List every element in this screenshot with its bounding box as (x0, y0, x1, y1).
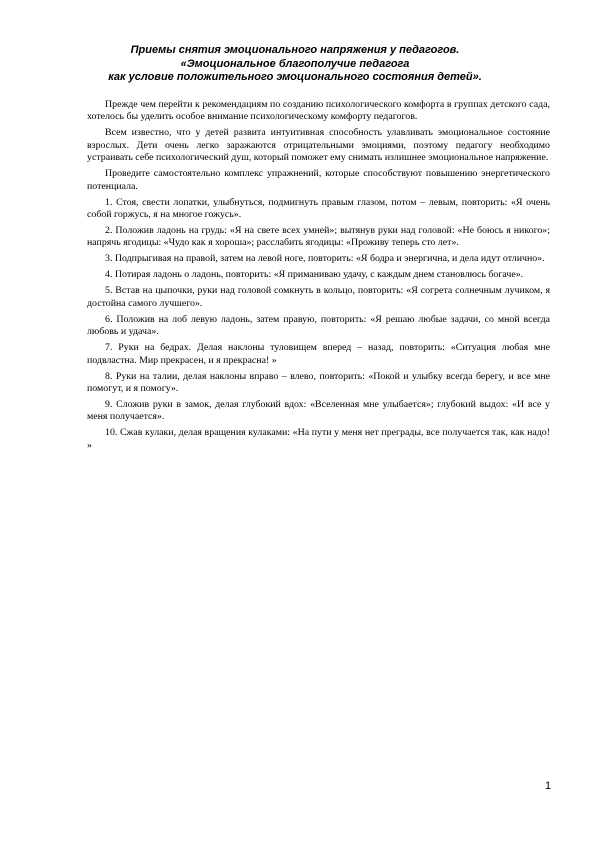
title-line-2: «Эмоциональное благополучие педагога (180, 57, 410, 70)
exercise-item-8: 8. Руки на талии, делая наклоны вправо – влево, повторить: «Покой и улыбку всегда берегу, и все мне помогут, и я помогу». (87, 370, 550, 395)
exercise-item-9: 9. Сложив руки в замок, делая глубокий вдох: «Вселенная мне улыбается»; глубокий выдох: «И все у меня получается». (87, 399, 550, 423)
exercise-item-4: 4. Потирая ладонь о ладонь, повторить: «Я приманиваю удачу, с каждым днем становлюсь богаче». (105, 269, 524, 281)
document-body (87, 99, 550, 456)
exercise-item-2: 2. Положив ладонь на грудь: «Я на свете всех умней»; вытянув руки над головой: «Не боюсь я никого»; напрячь ягодицы: «Чудо как я хороша»; расслабить ягодицы: «Проживу теперь сто лет». (87, 225, 550, 249)
document-title (60, 44, 530, 85)
exercise-item-7: 7. Руки на бедрах. Делая наклоны туловищем вперед – назад, повторить: «Ситуация любая мне подвластна. Мир прекрасен, и я прекрасна! » (87, 342, 550, 366)
exercise-item-6: 6. Положив на лоб левую ладонь, затем правую, повторить: «Я решаю любые задачи, со мной всегда любовь и удача». (87, 313, 550, 338)
paragraph-context: Всем известно, что у детей развита интуитивная способность улавливать эмоциональное состояние взрослых. Дети очень легко заражаются отрицательными эмоциями, поэтому педагогу необходимо устраивать себе психологический душ, который поможет ему снимать излишнее эмоциональное напряжение. (87, 127, 550, 164)
page-number: 1 (545, 780, 552, 792)
title-line-3: как условие положительного эмоционального состояния детей». (108, 71, 482, 83)
exercise-item-3: 3. Подпрыгивая на правой, затем на левой ноге, повторить: «Я бодра и энергична, и дела идут отлично». (105, 253, 545, 265)
title-line-1: Приемы снятия эмоционального напряжения у педагогов. (130, 44, 460, 56)
paragraph-intro: Прежде чем перейти к рекомендациям по созданию психологического комфорта в группах детского сада, хотелось бы уделить особое внимание психологическому комфорту педагогов. (87, 99, 550, 123)
exercise-item-10: 10. Сжав кулаки, делая вращения кулаками: «На пути у меня нет преграды, все получается так, как надо! » (87, 427, 550, 451)
exercise-item-5: 5. Встав на цыпочки, руки над головой сомкнуть в кольцо, повторить: «Я согрета солнечным лучиком, я достойна самого лучшего». (87, 285, 550, 309)
exercise-item-1: 1. Стоя, свести лопатки, улыбнуться, подмигнуть правым глазом, потом – левым, повторить: «Я очень собой горжусь, я на многое гожусь». (87, 196, 550, 221)
paragraph-instruction: Проведите самостоятельно комплекс упражнений, которые способствуют повышению энергетического потенциала. (87, 168, 550, 192)
